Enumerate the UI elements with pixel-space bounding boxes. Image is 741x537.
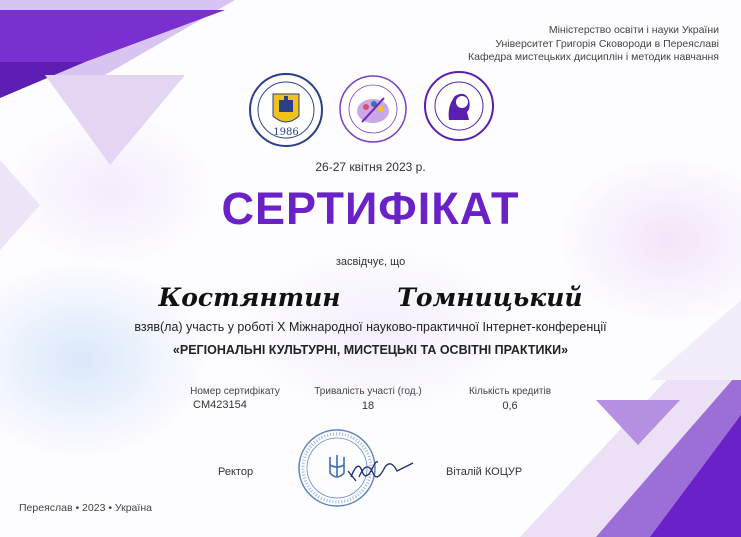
certificate-number-label: Номер сертифікату xyxy=(190,386,280,397)
rector-signature xyxy=(355,455,415,485)
certificate-number-field xyxy=(180,386,290,397)
conference-title: «РЕГІОНАЛЬНІ КУЛЬТУРНІ, МИСТЕЦЬКІ ТА ОСВІТНІ ПРАКТИКИ» xyxy=(172,343,569,357)
certificate-title: СЕРТИФІКАТ xyxy=(221,183,520,234)
signatory-name: Віталій КОЦУР xyxy=(446,466,523,478)
duration-label: Тривалість участі (год.) xyxy=(314,386,422,397)
institution-header xyxy=(468,24,719,65)
signatory-role: Ректор xyxy=(218,466,254,478)
recipient-last-name: Томницький xyxy=(397,283,583,312)
logos-row xyxy=(248,70,498,145)
event-date: 26-27 квітня 2023 р. xyxy=(315,160,426,174)
credits-field xyxy=(458,386,562,412)
participation-text: взяв(ла) участь у роботі Х Міжнародної науково-практичної Інтернет-конференції xyxy=(134,320,607,334)
duration-field xyxy=(308,386,428,412)
art-department-logo xyxy=(338,74,408,144)
ministry-line: Міністерство освіти і науки України xyxy=(548,24,719,36)
certifies-text: засвідчує, що xyxy=(335,256,406,268)
right-faint-shape xyxy=(650,300,741,380)
trident-icon xyxy=(330,455,344,477)
certificate-number-value: CM423154 xyxy=(193,399,247,411)
seal-year: 1986 xyxy=(273,127,299,138)
credits-value: 0,6 xyxy=(502,400,518,412)
university-seal-logo xyxy=(248,72,324,148)
duration-value: 18 xyxy=(361,400,375,412)
footer-place-year: Переяслав • 2023 • Україна xyxy=(19,502,152,514)
recipient-name xyxy=(0,283,741,312)
top-left-light-triangle xyxy=(45,75,185,165)
certificate-number-value-wrap xyxy=(193,397,247,411)
methodics-chair-logo xyxy=(423,70,495,142)
university-line: Університет Григорія Сковороди в Переяславі xyxy=(495,37,719,50)
recipient-first-name: Костянтин xyxy=(158,283,341,312)
credits-label: Кількість кредитів xyxy=(468,386,552,397)
department-line: Кафедра мистецьких дисциплін і методик навчання xyxy=(468,51,719,63)
